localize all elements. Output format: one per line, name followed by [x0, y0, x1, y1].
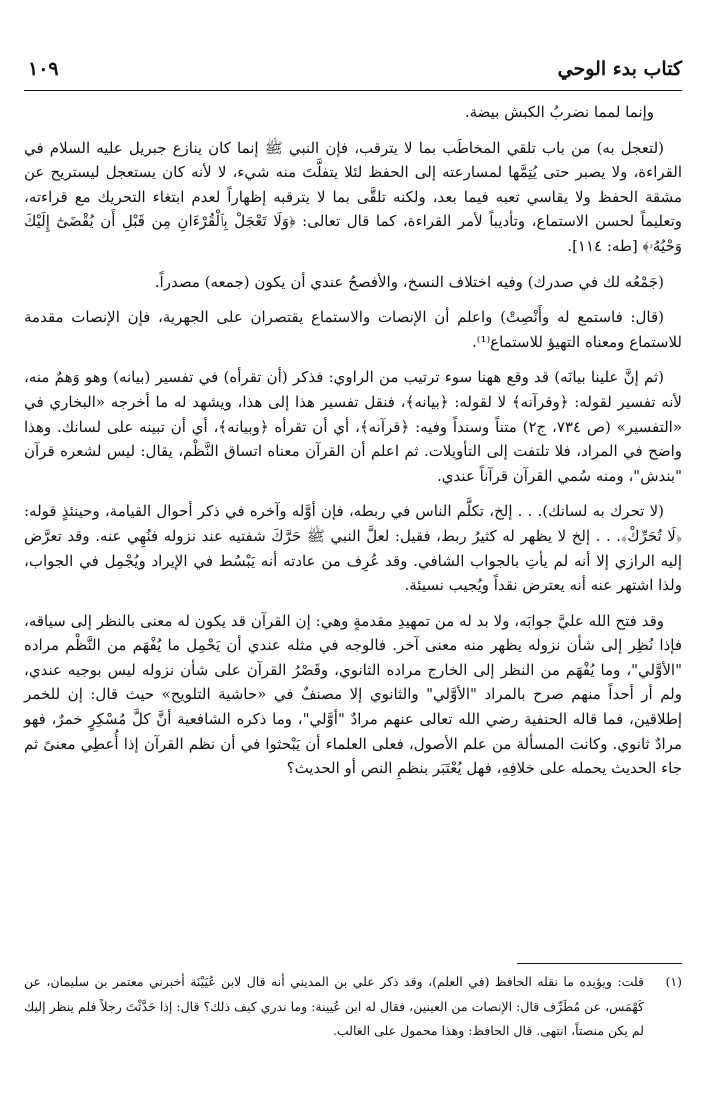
- paragraph: (ثم إنَّ علينا بيانَه) قد وقع ههنا سوء ترتيب من الراوي: فذكر (أن تقرأه) في تفسير (بيانه) وهو وَهمٌ منه، لأنه تفسير لقوله: ﴿وقرآنه﴾ لا لقوله: ﴿بيانه﴾، فنقل تفسير هذا إلى هذا، ويشهد له ما أخرجه «البخاري في «التفسير» (ص ٧٣٤، ج٢) متناً وسنداً وفيه: ﴿قرآنه﴾، أي أن تقرأه ﴿وبيانه﴾، أي أن تبينه على لسانك. وهذا واضح في المراد، فلا تلتفت إلى التأويلات. ثم اعلم أن القرآن معناه اتساق النَّظْم، يقال: ليس لشعره قرآن "بندش"، ومنه سُمي القرآن قرآناً عندي.: [24, 368, 683, 485]
- footnote-marker: (١): [665, 974, 682, 989]
- footnote-text: قلت: ويؤيده ما نقله الحافظ (في العلم)، وقد ذكر علي بن المديني أنه قال لابن عُيَيْنَة أخبرني معتمر بن سليمان، عن كَهْمَس، عن مُطَرِّف قال: الإنصات من العينين، فقال له ابن عُيينة: وما ندري كيف ذلك؟ قال: إذا حَدَّثْتَ رجلاً فلم ينظر إليك لم يكن منصتاً، انتهى. قال الحافظ: وهذا محمول على الغالب.: [24, 974, 644, 1038]
- paragraph: وإنما لمما نضربُ الكبش بيضة.: [464, 103, 654, 121]
- main-text: [24, 100, 682, 792]
- paragraph: (جَمْعُه لك في صدرك) وفيه اختلاف النسخ، والأفصحُ عندي أن يكون (جمعه) مصدراً.: [154, 272, 664, 291]
- page-number: ١٠٩: [28, 58, 59, 80]
- paragraph: (قال: فاستمع له وأَنْصِتْ) واعلم أن الإنصات والاستماع يقتصران على الجهرية، فإن الإنصات مقدمة للاستماع ومعناه التهيؤ للاستماع⁽¹⁾.: [24, 308, 682, 351]
- paragraph: وقد فتح الله عليَّ جوابَه، ولا بد له من تمهيدِ مقدمةٍ وهي: إن القرآن قد يكون له معنى بالنظر إلى سياقه، فإذا نُظِر إلى شأن نزوله يظهر منه معنى آخر. فالوجه في مثله عندي أن يَحْمِل ما يُفْهَم من النَّظْم مراده "الأوَّلي"، وما يُفْهَم من النظر إلى الخارج مراده الثانوي، وقَصْرُ القرآن على شأن نزوله ليس بوجيه عندي، ولم أر أحداً منهم صرح بالمراد "الأوَّلي" والثانوي إلا مصنفٌ في «حاشية التلويح» حيث قال: إن للخمر إطلاقين، فما قاله الحنفية رضي الله تعالى عنهم مرادٌ "أوَّلي"، وما ذكره الشافعية أنَّ كلَّ مُسْكِرٍ خمرٌ، فهو مرادٌ ثانوي. وكانت المسألة من علم الأصول، فعلى العلماء أن يَبْحثوا في أن نظم القرآن إذا أُعطِي معنىً ثم جاء الحديث يحمله على خلافِهِ، فهل يُعْتَبَر بنظمِ النص أو الحديث؟: [24, 611, 682, 778]
- page-header: [24, 56, 682, 91]
- footnote-divider: [517, 963, 682, 964]
- paragraph: (لا تحرك به لسانك). . . إلخ، تكلَّم الناس في ربطه، فإن أوَّله وآخره في ذكر أحوال القيامة، وحينئذٍ قوله: ﴿لَا تُحَرِّكْ﴾. . . إلخ لا يظهر له كثيرُ ربط، فقيل: لعلَّ النبي ﷺ حَرَّكَ شفتيه عند نزوله فنُهِي عنه. وقد تعرَّض إليه الرازي إلا أنه لم يأتِ بالجواب الشافي. وقد عُرِف من عادته أنه يَبْسُط في الإيراد ويُجْمِل في الجواب، ولذا اشتهر عنه أنه يعترض نقداً ويُجيب نسيئة.: [24, 502, 682, 595]
- paragraph: (لتعجل به) من باب تلقي المخاطَب بما لا يترقب، فإن النبي ﷺ إنما كان ينازع جبريل عليه السلام في القراءة، ولا يصبر حتى يُتِمَّها لمسارعته إلى الحفظ لئلا يتفلَّتَ منه شيء، لا لأنه كان يستعجل ليستريح عن مشقة الحفظ ولا يقاسي تعبه فيما بعد، ولكنه تلقَّى بما لا يترقبه إظهاراً لعدم ابتغاء التحريك مع قراءته، وتعليماً لحسن الاستماع، وتأديباً لأمر القراءة، كما قال تعالى: ﴿وَلَا تَعْجَلْ بِٱلْقُرْءَانِ مِن قَبْلِ أَن يُقْضَىٰٓ إِلَيْكَ وَحْيُهُۥ﴾ [طه: ١١٤].: [24, 138, 682, 255]
- chapter-title: كتاب بدء الوحي: [557, 58, 682, 80]
- footnote: [24, 970, 682, 1044]
